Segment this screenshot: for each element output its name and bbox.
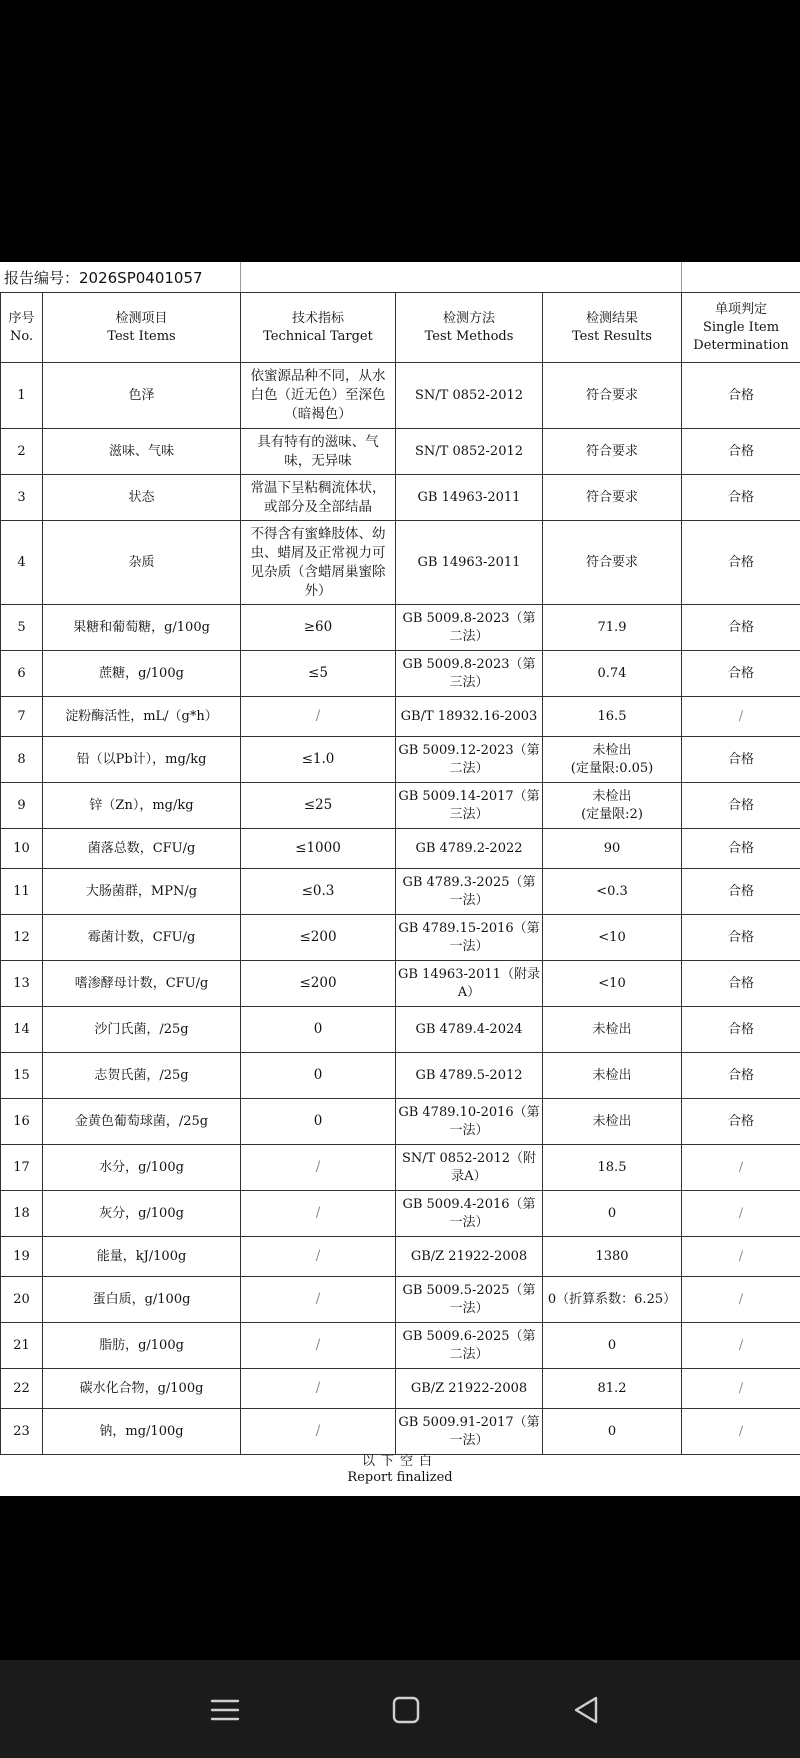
cell-no: 10	[1, 829, 43, 869]
table-row	[1, 869, 800, 915]
cell-no: 12	[1, 915, 43, 961]
cell-test-item: 蛋白质，g/100g	[43, 1277, 241, 1323]
cell-determination: 合格	[682, 521, 800, 605]
header-no: 序号 No.	[1, 293, 43, 363]
cell-technical-target: ≤1.0	[241, 737, 396, 783]
cell-no: 9	[1, 783, 43, 829]
cell-test-item: 钠，mg/100g	[43, 1409, 241, 1455]
cell-determination: 合格	[682, 1007, 800, 1053]
cell-test-item: 灰分，g/100g	[43, 1191, 241, 1237]
cell-technical-target: ≤5	[241, 651, 396, 697]
report-number-row	[0, 262, 800, 293]
cell-no: 22	[1, 1369, 43, 1409]
cell-technical-target: ≤0.3	[241, 869, 396, 915]
table-row	[1, 651, 800, 697]
cell-test-method: GB 4789.5-2012	[396, 1053, 543, 1099]
cell-no: 5	[1, 605, 43, 651]
cell-test-item: 能量，kJ/100g	[43, 1237, 241, 1277]
table-row	[1, 1323, 800, 1369]
report-number: 报告编号：2026SP0401057	[4, 269, 203, 287]
table-header-row	[1, 293, 800, 363]
cell-test-result: 符合要求	[543, 521, 682, 605]
cell-no: 4	[1, 521, 43, 605]
table-row	[1, 1237, 800, 1277]
cell-test-result: 1380	[543, 1237, 682, 1277]
cell-test-result: 71.9	[543, 605, 682, 651]
table-row	[1, 1191, 800, 1237]
table-row	[1, 829, 800, 869]
table-row	[1, 1099, 800, 1145]
footer-blank-note: 以下空白	[361, 1454, 438, 1469]
cell-no: 19	[1, 1237, 43, 1277]
table-row	[1, 363, 800, 429]
cell-test-method: GB 4789.15-2016（第一法）	[396, 915, 543, 961]
cell-test-item: 嗜渗酵母计数，CFU/g	[43, 961, 241, 1007]
cell-determination: 合格	[682, 429, 800, 475]
cell-test-method: GB 5009.4-2016（第一法）	[396, 1191, 543, 1237]
cell-test-item: 菌落总数，CFU/g	[43, 829, 241, 869]
divider	[681, 262, 682, 292]
cell-test-result: 0	[543, 1323, 682, 1369]
cell-technical-target: /	[241, 1237, 396, 1277]
cell-test-result: 81.2	[543, 1369, 682, 1409]
cell-test-item: 状态	[43, 475, 241, 521]
cell-no: 8	[1, 737, 43, 783]
cell-technical-target: /	[241, 1277, 396, 1323]
cell-determination: 合格	[682, 783, 800, 829]
cell-test-item: 水分，g/100g	[43, 1145, 241, 1191]
cell-test-result: 符合要求	[543, 475, 682, 521]
cell-determination: 合格	[682, 869, 800, 915]
table-row	[1, 1277, 800, 1323]
cell-test-method: GB/T 18932.16-2003	[396, 697, 543, 737]
cell-test-method: SN/T 0852-2012	[396, 429, 543, 475]
cell-determination: 合格	[682, 961, 800, 1007]
cell-test-result: 未检出	[543, 1099, 682, 1145]
cell-test-method: GB/Z 21922-2008	[396, 1237, 543, 1277]
cell-test-method: GB/Z 21922-2008	[396, 1369, 543, 1409]
cell-technical-target: 依蜜源品种不同，从水白色（近无色）至深色（暗褐色）	[241, 363, 396, 429]
navigation-bar	[0, 1660, 800, 1758]
cell-no: 16	[1, 1099, 43, 1145]
cell-test-method: GB 5009.14-2017（第三法）	[396, 783, 543, 829]
cell-no: 13	[1, 961, 43, 1007]
cell-test-method: GB 5009.6-2025（第二法）	[396, 1323, 543, 1369]
cell-test-item: 蔗糖，g/100g	[43, 651, 241, 697]
cell-determination: 合格	[682, 829, 800, 869]
cell-determination: /	[682, 1237, 800, 1277]
cell-test-result: 符合要求	[543, 363, 682, 429]
cell-determination: 合格	[682, 737, 800, 783]
cell-no: 14	[1, 1007, 43, 1053]
cell-test-item: 志贺氏菌，/25g	[43, 1053, 241, 1099]
table-row	[1, 475, 800, 521]
cell-technical-target: ≥60	[241, 605, 396, 651]
cell-no: 21	[1, 1323, 43, 1369]
cell-test-item: 金黄色葡萄球菌，/25g	[43, 1099, 241, 1145]
cell-test-result: 0（折算系数：6.25）	[543, 1277, 682, 1323]
cell-no: 15	[1, 1053, 43, 1099]
cell-test-result: <0.3	[543, 869, 682, 915]
cell-determination: /	[682, 697, 800, 737]
cell-determination: 合格	[682, 915, 800, 961]
table-row	[1, 697, 800, 737]
cell-test-method: GB 14963-2011（附录A）	[396, 961, 543, 1007]
cell-test-method: GB 4789.10-2016（第一法）	[396, 1099, 543, 1145]
header-test-items: 检测项目 Test Items	[43, 293, 241, 363]
cell-test-method: GB 5009.91-2017（第一法）	[396, 1409, 543, 1455]
cell-technical-target: ≤200	[241, 961, 396, 1007]
cell-test-result: 未检出	[543, 1053, 682, 1099]
cell-test-method: GB 4789.3-2025（第一法）	[396, 869, 543, 915]
report-footer	[0, 1444, 800, 1496]
cell-test-item: 淀粉酶活性，mL/（g*h）	[43, 697, 241, 737]
cell-technical-target: ≤25	[241, 783, 396, 829]
footer-finalized: Report finalized	[347, 1470, 453, 1485]
cell-technical-target: /	[241, 1145, 396, 1191]
cell-technical-target: 不得含有蜜蜂肢体、幼虫、蜡屑及正常视力可见杂质（含蜡屑巢蜜除外）	[241, 521, 396, 605]
divider	[240, 262, 241, 292]
cell-test-item: 霉菌计数，CFU/g	[43, 915, 241, 961]
cell-technical-target: /	[241, 1369, 396, 1409]
cell-test-item: 大肠菌群，MPN/g	[43, 869, 241, 915]
cell-test-method: GB 4789.2-2022	[396, 829, 543, 869]
table-row	[1, 961, 800, 1007]
cell-test-result: 0	[543, 1191, 682, 1237]
cell-test-result: 0	[543, 1409, 682, 1455]
cell-test-result: <10	[543, 961, 682, 1007]
cell-technical-target: /	[241, 1191, 396, 1237]
cell-determination: /	[682, 1191, 800, 1237]
cell-test-item: 锌（Zn），mg/kg	[43, 783, 241, 829]
cell-test-item: 色泽	[43, 363, 241, 429]
cell-technical-target: /	[241, 697, 396, 737]
cell-technical-target: 常温下呈粘稠流体状，或部分及全部结晶	[241, 475, 396, 521]
cell-test-method: SN/T 0852-2012（附录A）	[396, 1145, 543, 1191]
cell-technical-target: 0	[241, 1007, 396, 1053]
table-row	[1, 1053, 800, 1099]
report-document	[0, 262, 800, 1496]
cell-determination: /	[682, 1323, 800, 1369]
cell-determination: /	[682, 1409, 800, 1455]
header-technical-target: 技术指标 Technical Target	[241, 293, 396, 363]
cell-test-item: 杂质	[43, 521, 241, 605]
cell-test-method: GB 5009.8-2023（第二法）	[396, 605, 543, 651]
cell-test-method: GB 14963-2011	[396, 521, 543, 605]
cell-test-result: <10	[543, 915, 682, 961]
cell-test-result: 0.74	[543, 651, 682, 697]
cell-determination: 合格	[682, 475, 800, 521]
cell-test-result: 未检出 (定量限:0.05)	[543, 737, 682, 783]
cell-determination: /	[682, 1277, 800, 1323]
cell-no: 23	[1, 1409, 43, 1455]
cell-technical-target: ≤200	[241, 915, 396, 961]
cell-no: 11	[1, 869, 43, 915]
cell-test-result: 符合要求	[543, 429, 682, 475]
cell-determination: 合格	[682, 363, 800, 429]
cell-no: 18	[1, 1191, 43, 1237]
table-row	[1, 783, 800, 829]
cell-determination: 合格	[682, 1053, 800, 1099]
cell-test-method: GB 5009.8-2023（第三法）	[396, 651, 543, 697]
table-row	[1, 1145, 800, 1191]
cell-determination: /	[682, 1145, 800, 1191]
cell-no: 3	[1, 475, 43, 521]
cell-test-result: 18.5	[543, 1145, 682, 1191]
table-row	[1, 1007, 800, 1053]
header-test-methods: 检测方法 Test Methods	[396, 293, 543, 363]
table-row	[1, 605, 800, 651]
cell-technical-target: 0	[241, 1099, 396, 1145]
cell-test-method: GB 14963-2011	[396, 475, 543, 521]
cell-technical-target: 0	[241, 1053, 396, 1099]
cell-no: 6	[1, 651, 43, 697]
cell-test-method: GB 4789.4-2024	[396, 1007, 543, 1053]
cell-test-result: 未检出	[543, 1007, 682, 1053]
cell-technical-target: /	[241, 1409, 396, 1455]
cell-test-item: 铅（以Pb计），mg/kg	[43, 737, 241, 783]
cell-determination: /	[682, 1369, 800, 1409]
cell-determination: 合格	[682, 651, 800, 697]
cell-test-item: 果糖和葡萄糖，g/100g	[43, 605, 241, 651]
cell-no: 1	[1, 363, 43, 429]
table-row	[1, 521, 800, 605]
cell-test-item: 碳水化合物，g/100g	[43, 1369, 241, 1409]
menu-icon[interactable]	[205, 1690, 245, 1730]
cell-technical-target: /	[241, 1323, 396, 1369]
cell-test-item: 沙门氏菌，/25g	[43, 1007, 241, 1053]
header-test-results: 检测结果 Test Results	[543, 293, 682, 363]
cell-technical-target: ≤1000	[241, 829, 396, 869]
cell-test-result: 16.5	[543, 697, 682, 737]
cell-no: 7	[1, 697, 43, 737]
cell-no: 17	[1, 1145, 43, 1191]
header-determination: 单项判定 Single Item Determination	[682, 293, 800, 363]
table-row	[1, 1369, 800, 1409]
table-row	[1, 737, 800, 783]
home-square-icon[interactable]	[386, 1690, 426, 1730]
cell-test-result: 90	[543, 829, 682, 869]
cell-determination: 合格	[682, 1099, 800, 1145]
test-results-table	[0, 292, 800, 1455]
cell-technical-target: 具有特有的滋味、气味，无异味	[241, 429, 396, 475]
back-triangle-icon[interactable]	[566, 1690, 606, 1730]
cell-test-result: 未检出 (定量限:2)	[543, 783, 682, 829]
table-row	[1, 429, 800, 475]
cell-test-method: GB 5009.12-2023（第二法）	[396, 737, 543, 783]
cell-no: 20	[1, 1277, 43, 1323]
cell-test-method: GB 5009.5-2025（第一法）	[396, 1277, 543, 1323]
table-row	[1, 915, 800, 961]
cell-determination: 合格	[682, 605, 800, 651]
cell-test-item: 滋味、气味	[43, 429, 241, 475]
cell-test-item: 脂肪，g/100g	[43, 1323, 241, 1369]
cell-test-method: SN/T 0852-2012	[396, 363, 543, 429]
cell-no: 2	[1, 429, 43, 475]
